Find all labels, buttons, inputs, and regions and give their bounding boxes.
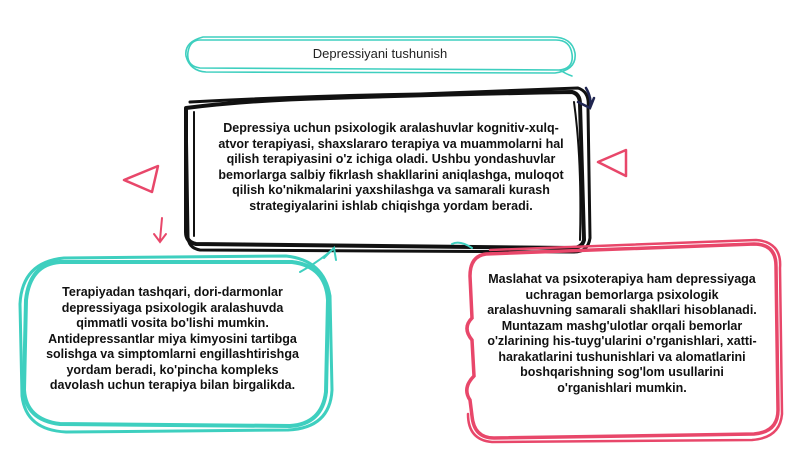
pink-triangle-right — [598, 150, 626, 176]
right-box-text: Maslahat va psixoterapiya ham depressiyaga uchragan bemorlarga psixologik aralashuvning samarali shakllari hisoblanadi. Muntazam mashg'ulotlar orqali bemorlar o'zlarining his-tuyg'ularini o'rganishlari, xatti-harakatlarini tushunishlari va alomatlarini boshqarishning sog'lom usullarini o'rganishlari mumkin. — [487, 272, 757, 395]
left-box-text: Terapiyadan tashqari, dori-darmonlar depressiyaga psixologik aralashuvda qimmatli vosita bo'lishi mumkin. Antidepressantlar miya kimyosini tartibga solishga va simptomlarni engillashtirishga yordam beradi, ko'pincha kompleks davolash uchun terapiya bilan birgalikda. — [46, 285, 299, 392]
center-box-text: Depressiya uchun psixologik aralashuvlar kognitiv-xulq-atvor terapiyasi, shaxslararo terapiya va muammolarni hal qilish terapiyasini o'z ichiga oladi. Ushbu yondashuvlar bemorlarga salbiy fikrlash shakllarini aniqlashga, muloqot qilish ko'nikmalarini yaxshilashga va samarali kurash strategiyalarini ishlab chiqishga yordam beradi. — [218, 121, 564, 213]
pink-triangle-left — [124, 166, 158, 192]
diagram-title: Depressiyani tushunish — [312, 45, 448, 61]
pink-arrow-mark — [154, 218, 166, 242]
